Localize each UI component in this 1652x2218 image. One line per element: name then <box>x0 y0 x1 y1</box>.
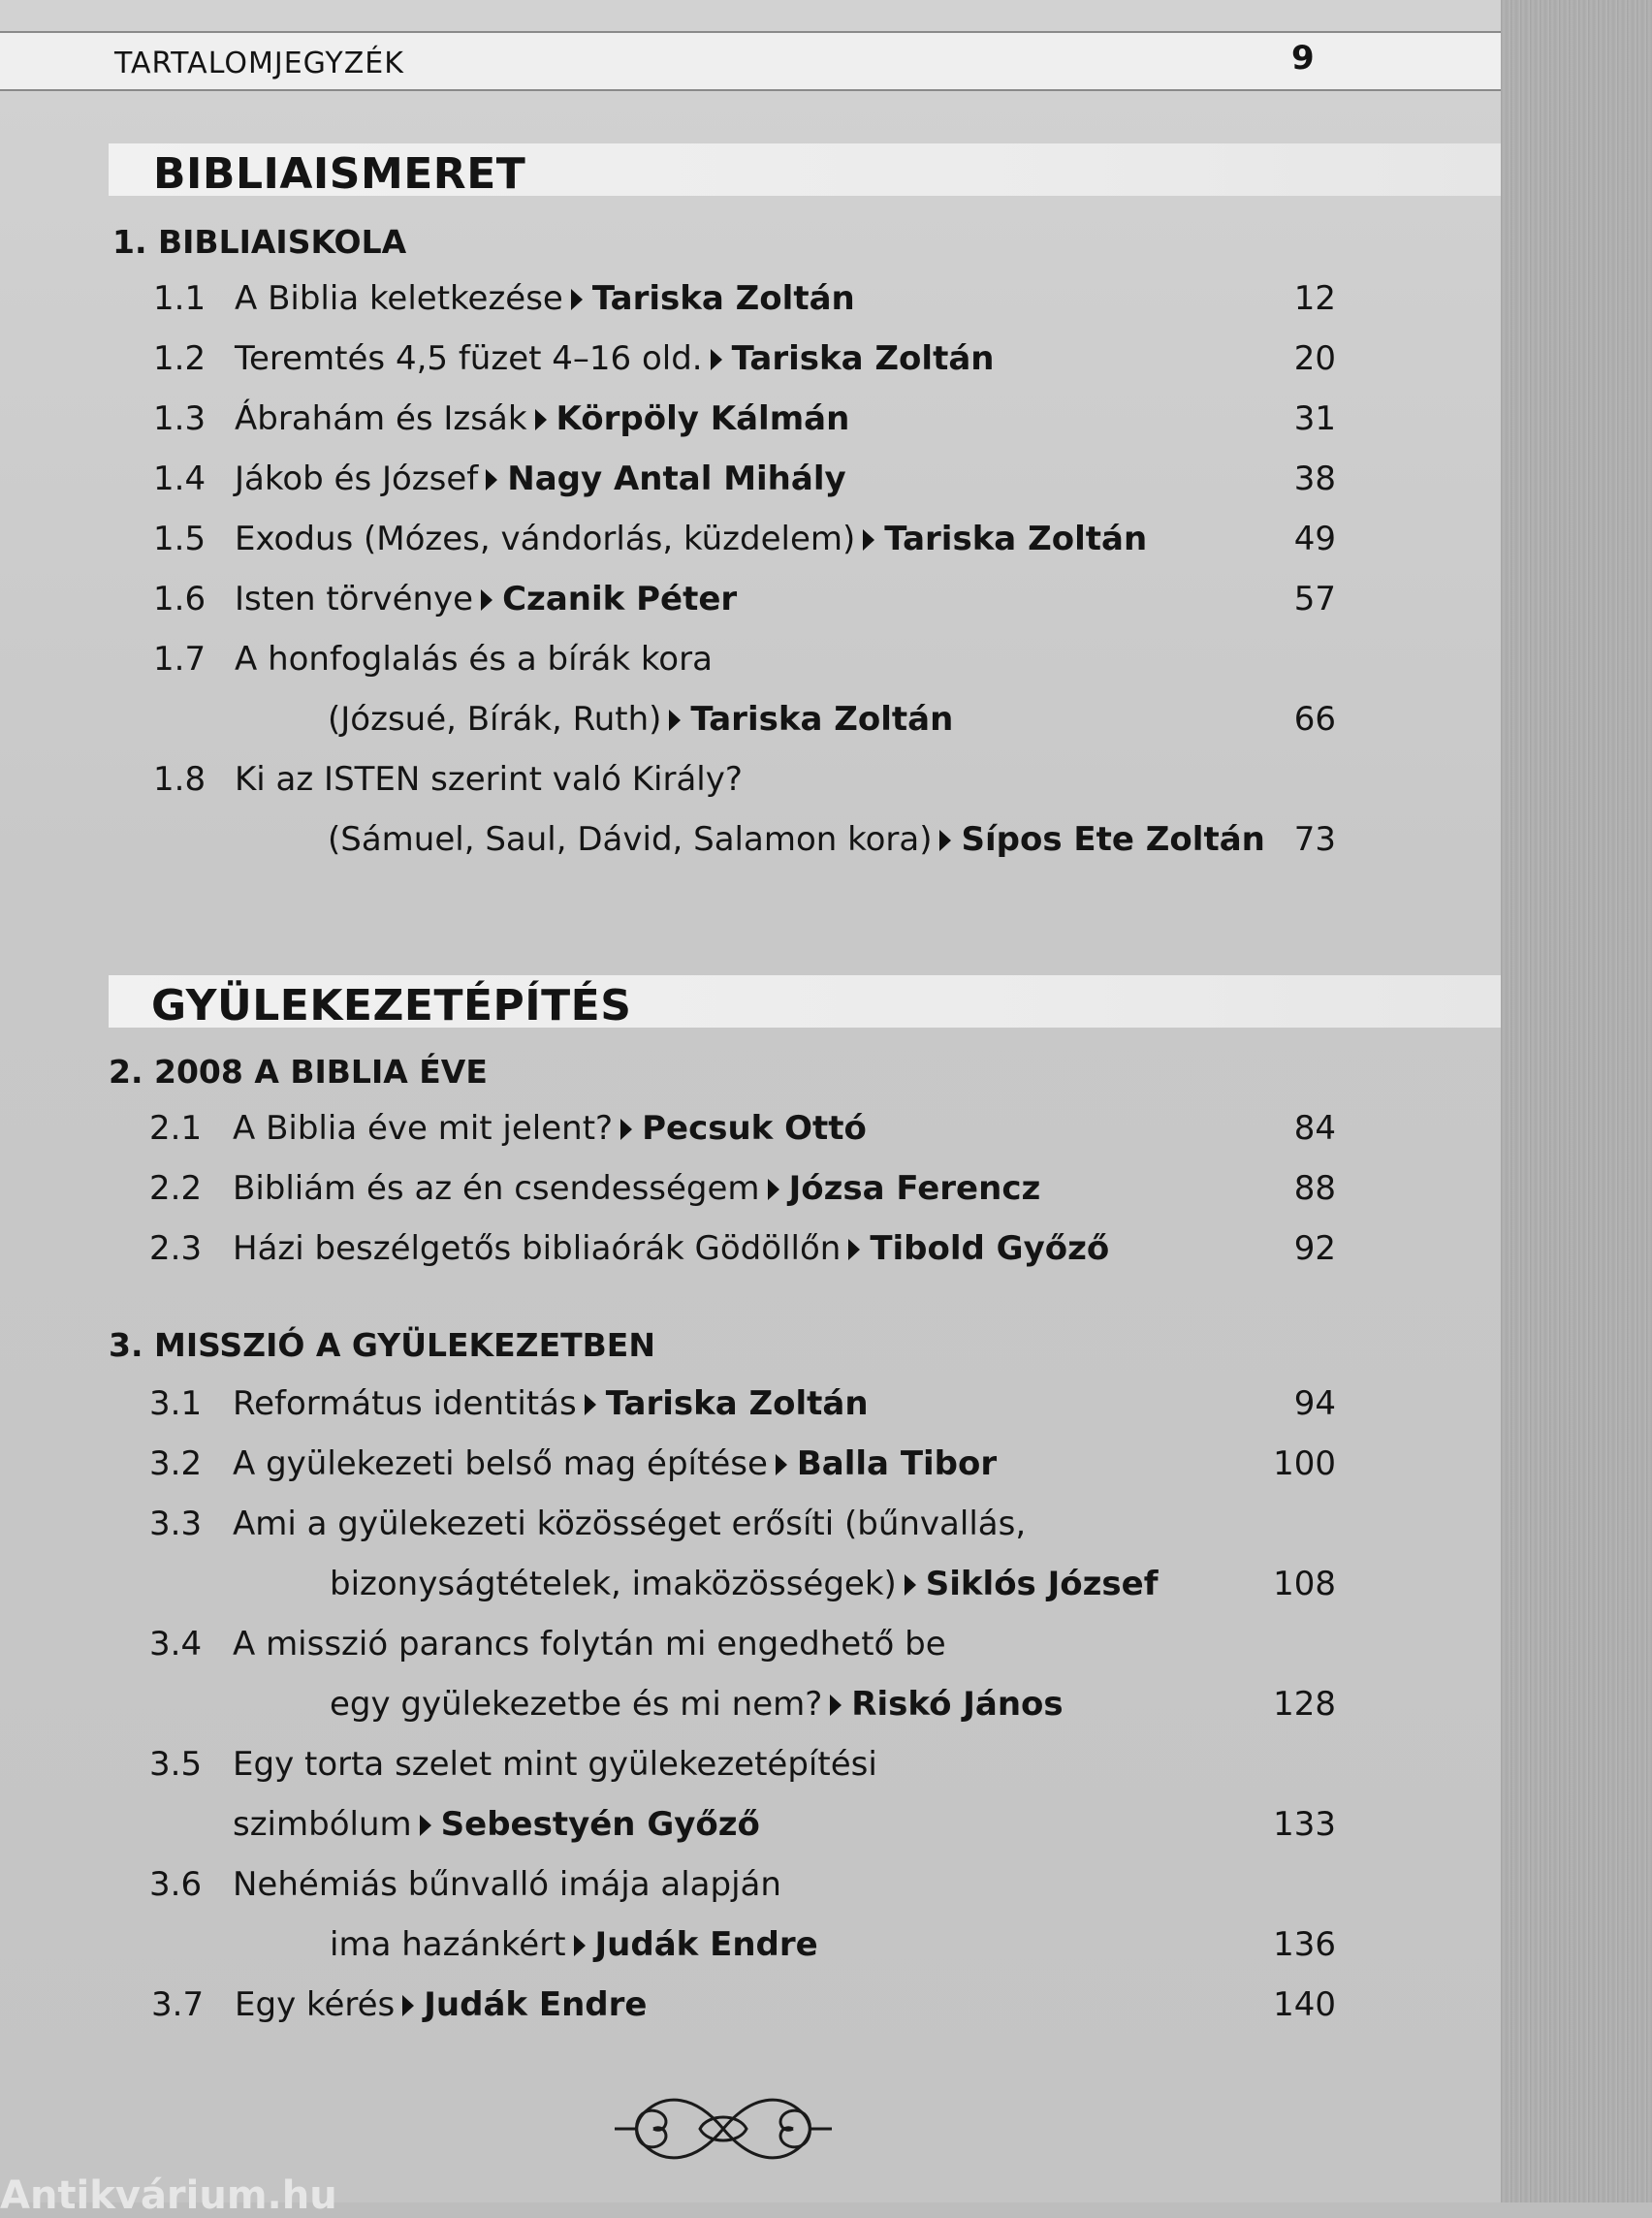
bullet-triangle-icon <box>620 1119 632 1140</box>
section-band <box>109 143 1501 199</box>
entry-page: 57 <box>1293 580 1336 618</box>
entry-number: 1.3 <box>153 399 206 438</box>
toc-entry <box>0 640 1501 688</box>
entry-author: Körpöly Kálmán <box>556 399 850 438</box>
entry-number: 3.6 <box>149 1865 203 1904</box>
toc-entry <box>0 520 1501 568</box>
entry-number: 2.3 <box>149 1229 203 1268</box>
bullet-triangle-icon <box>486 469 497 491</box>
bullet-triangle-icon <box>905 1574 916 1596</box>
entry-title: ima hazánkért Judák Endre <box>330 1925 818 1964</box>
entry-number: 3.7 <box>151 1985 205 2024</box>
entry-title: A Biblia keletkezése Tariska Zoltán <box>235 279 855 318</box>
chapter-title: 3. MISSZIÓ A GYÜLEKEZETBEN <box>109 1326 655 1364</box>
entry-page: 128 <box>1273 1685 1336 1724</box>
entry-page: 20 <box>1293 339 1336 378</box>
toc-entry <box>0 1625 1501 1673</box>
entry-title: Egy kérés Judák Endre <box>235 1985 648 2024</box>
entry-page: 108 <box>1273 1565 1336 1603</box>
entry-title: A gyülekezeti belső mag építése Balla Tibor <box>233 1444 998 1483</box>
ornament-flourish-icon <box>607 2084 840 2173</box>
bullet-triangle-icon <box>848 1239 860 1260</box>
entry-page: 84 <box>1293 1109 1336 1148</box>
entry-page: 31 <box>1293 399 1336 438</box>
bullet-triangle-icon <box>535 409 547 430</box>
entry-number: 1.7 <box>153 640 206 679</box>
chapter-title: 1. BIBLIAISKOLA <box>112 223 407 261</box>
entry-number: 3.5 <box>149 1745 203 1784</box>
watermark: Antikvárium.hu <box>0 2173 337 2218</box>
toc-entry-continuation <box>0 1685 1501 1733</box>
bullet-triangle-icon <box>768 1179 779 1200</box>
entry-page: 133 <box>1273 1805 1336 1844</box>
entry-title: Ki az ISTEN szerint való Király? <box>235 760 743 799</box>
toc-entry-continuation <box>0 1805 1501 1854</box>
entry-author: Balla Tibor <box>796 1444 998 1483</box>
entry-page: 140 <box>1273 1985 1336 2024</box>
bullet-triangle-icon <box>711 349 722 370</box>
entry-page: 88 <box>1293 1169 1336 1208</box>
bullet-triangle-icon <box>585 1394 596 1415</box>
toc-entry <box>0 1444 1501 1493</box>
entry-title: (Józsué, Bírák, Ruth) Tariska Zoltán <box>328 700 954 739</box>
entry-page: 92 <box>1293 1229 1336 1268</box>
section-band <box>109 975 1501 1028</box>
entry-author: Czanik Péter <box>502 580 738 618</box>
entry-number: 3.2 <box>149 1444 203 1483</box>
toc-entry-continuation <box>0 820 1501 869</box>
bullet-triangle-icon <box>669 710 681 731</box>
entry-title: Teremtés 4,5 füzet 4–16 old. Tariska Zoltán <box>235 339 995 378</box>
toc-entry-continuation <box>0 1925 1501 1974</box>
toc-entry <box>0 1865 1501 1914</box>
entry-author: Judák Endre <box>594 1925 818 1964</box>
toc-entry <box>0 1985 1501 2034</box>
entry-number: 1.5 <box>153 520 206 558</box>
entry-title: egy gyülekezetbe és mi nem? Riskó János <box>330 1685 1064 1724</box>
toc-entry <box>0 1505 1501 1553</box>
entry-title: A misszió parancs folytán mi engedhető be <box>233 1625 946 1664</box>
toc-entry <box>0 760 1501 808</box>
entry-number: 2.1 <box>149 1109 203 1148</box>
entry-page: 100 <box>1273 1444 1336 1483</box>
entry-number: 3.4 <box>149 1625 203 1664</box>
bullet-triangle-icon <box>402 1995 414 2016</box>
entry-page: 66 <box>1293 700 1336 739</box>
bullet-triangle-icon <box>830 1695 842 1716</box>
section-title: BIBLIAISMERET <box>153 149 526 199</box>
bullet-triangle-icon <box>776 1454 787 1475</box>
entry-title: Ami a gyülekezeti közösséget erősíti (bűnvallás, <box>233 1505 1027 1543</box>
entry-author: Riskó János <box>851 1685 1064 1724</box>
running-header <box>0 31 1501 91</box>
entry-author: Sebestyén Győző <box>440 1805 760 1844</box>
entry-number: 1.2 <box>153 339 206 378</box>
toc-entry-continuation <box>0 700 1501 748</box>
bullet-triangle-icon <box>420 1815 431 1836</box>
bullet-triangle-icon <box>863 529 874 551</box>
toc-entry <box>0 1384 1501 1433</box>
bullet-triangle-icon <box>574 1935 586 1956</box>
entry-author: Józsa Ferencz <box>788 1169 1041 1208</box>
entry-number: 3.3 <box>149 1505 203 1543</box>
toc-entry-continuation <box>0 1565 1501 1613</box>
toc-entry <box>0 1169 1501 1218</box>
entry-number: 1.1 <box>153 279 206 318</box>
entry-page: 136 <box>1273 1925 1336 1964</box>
entry-page: 49 <box>1293 520 1336 558</box>
bullet-triangle-icon <box>939 830 951 851</box>
entry-title: Nehémiás bűnvalló imája alapján <box>233 1865 781 1904</box>
running-title: TARTALOMJEGYZÉK <box>114 47 404 80</box>
toc-entry <box>0 339 1501 388</box>
entry-title: A honfoglalás és a bírák kora <box>235 640 713 679</box>
entry-page: 73 <box>1293 820 1336 859</box>
entry-author: Tariska Zoltán <box>690 700 954 739</box>
toc-entry <box>0 399 1501 448</box>
entry-page: 12 <box>1293 279 1336 318</box>
entry-number: 2.2 <box>149 1169 203 1208</box>
section-title: GYÜLEKEZETÉPÍTÉS <box>151 981 632 1030</box>
entry-number: 3.1 <box>149 1384 203 1423</box>
entry-title: Bibliám és az én csendességem Józsa Ferencz <box>233 1169 1041 1208</box>
entry-author: Tibold Győző <box>870 1229 1110 1268</box>
entry-author: Tariska Zoltán <box>605 1384 869 1423</box>
entry-title: Egy torta szelet mint gyülekezetépítési <box>233 1745 877 1784</box>
entry-author: Tariska Zoltán <box>884 520 1148 558</box>
chapter-title: 2. 2008 A BIBLIA ÉVE <box>109 1053 488 1091</box>
entry-author: Sípos Ete Zoltán <box>961 820 1265 859</box>
entry-page: 38 <box>1293 459 1336 498</box>
entry-page: 94 <box>1293 1384 1336 1423</box>
toc-entry <box>0 279 1501 328</box>
entry-author: Judák Endre <box>424 1985 648 2024</box>
entry-title: A Biblia éve mit jelent? Pecsuk Ottó <box>233 1109 867 1148</box>
entry-title: Ábrahám és Izsák Körpöly Kálmán <box>235 399 850 438</box>
entry-title: Jákob és József Nagy Antal Mihály <box>235 459 846 498</box>
entry-author: Nagy Antal Mihály <box>507 459 846 498</box>
entry-title: Exodus (Mózes, vándorlás, küzdelem) Tariska Zoltán <box>235 520 1148 558</box>
toc-entry <box>0 580 1501 628</box>
entry-title: Református identitás Tariska Zoltán <box>233 1384 869 1423</box>
entry-title: bizonyságtételek, imaközösségek) Siklós József <box>330 1565 1159 1603</box>
entry-title: Házi beszélgetős bibliaórák Gödöllőn Tibold Győző <box>233 1229 1110 1268</box>
entry-number: 1.4 <box>153 459 206 498</box>
bullet-triangle-icon <box>481 589 492 611</box>
toc-entry <box>0 1229 1501 1278</box>
page-number: 9 <box>1291 39 1315 78</box>
toc-entry <box>0 1109 1501 1157</box>
entry-title: Isten törvénye Czanik Péter <box>235 580 738 618</box>
entry-author: Tariska Zoltán <box>591 279 855 318</box>
entry-number: 1.8 <box>153 760 206 799</box>
entry-number: 1.6 <box>153 580 206 618</box>
entry-title: szimbólum Sebestyén Győző <box>233 1805 760 1844</box>
bullet-triangle-icon <box>571 289 583 310</box>
toc-entry <box>0 459 1501 508</box>
book-cover-edge <box>1501 0 1652 2202</box>
entry-title: (Sámuel, Saul, Dávid, Salamon kora) Sípos Ete Zoltán <box>328 820 1265 859</box>
toc-entry <box>0 1745 1501 1793</box>
entry-author: Pecsuk Ottó <box>642 1109 867 1148</box>
entry-author: Tariska Zoltán <box>731 339 995 378</box>
entry-author: Siklós József <box>925 1565 1159 1603</box>
